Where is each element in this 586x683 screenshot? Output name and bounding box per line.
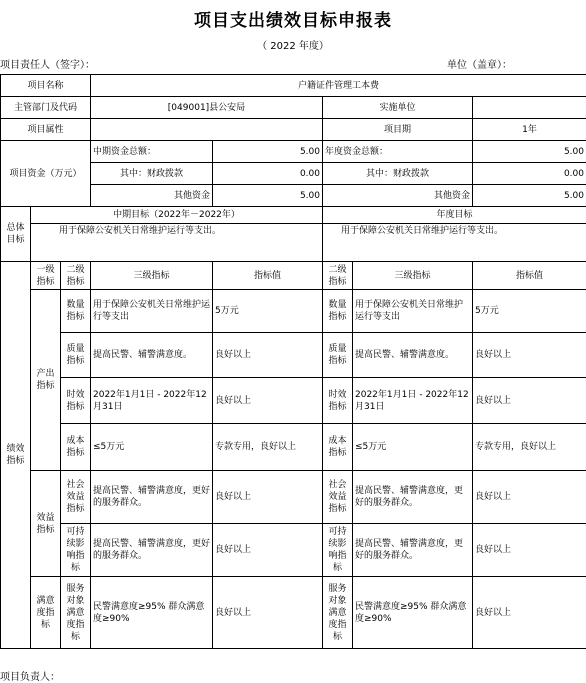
row-value: 良好以上 <box>213 378 323 424</box>
row-value: 5万元 <box>213 290 323 333</box>
mid-fiscal-value: 0.00 <box>213 163 323 185</box>
year-other-label: 其他资金 <box>323 185 473 207</box>
name-value: 户籍证件管理工本费 <box>91 75 586 97</box>
year-fiscal-value: 0.00 <box>473 163 586 185</box>
impl-label: 实施单位 <box>323 97 473 119</box>
mid-other-value: 5.00 <box>213 185 323 207</box>
row-value: 良好以上 <box>213 577 323 649</box>
row-value-b: 良好以上 <box>473 471 586 524</box>
row-l2-b: 可持续影响指标 <box>323 524 353 577</box>
row-l3: 提高民警、辅警满意度，更好的服务群众。 <box>91 524 213 577</box>
head-level2: 二级指标 <box>61 262 91 290</box>
group-satisfaction: 满意度指标 <box>31 577 61 649</box>
footer-person: 项目负责人： <box>0 668 60 683</box>
year-goal-text: 用于保障公安机关日常维护运行等支出。 <box>323 224 586 262</box>
year-line: （ 2022 年度） <box>0 37 586 52</box>
goal-side-label: 总体目标 <box>1 207 31 262</box>
row-l3-b: 提高民警、辅警满意度。 <box>353 333 473 378</box>
head-value-b: 指标值 <box>473 262 586 290</box>
row-value-b: 专款专用，良好以上 <box>473 424 586 471</box>
goal-table <box>0 74 586 649</box>
row-value-b: 良好以上 <box>473 333 586 378</box>
row-l2: 社会效益指标 <box>61 471 91 524</box>
head-value: 指标值 <box>213 262 323 290</box>
attr-label: 项目属性 <box>1 119 91 141</box>
row-l3: 提高民警、辅警满意度。 <box>91 333 213 378</box>
mid-total-value: 5.00 <box>213 141 323 163</box>
row-l2: 时效指标 <box>61 378 91 424</box>
row-l3: ≤5万元 <box>91 424 213 471</box>
year-total-label: 年度资金总额： <box>323 141 473 163</box>
year-total-value: 5.00 <box>473 141 586 163</box>
head-level2-b: 二级指标 <box>323 262 353 290</box>
row-l3-b: 提高民警、辅警满意度，更好的服务群众。 <box>353 524 473 577</box>
group-output: 产出指标 <box>31 290 61 471</box>
mid-fiscal-label: 其中：财政拨款 <box>91 163 213 185</box>
row-l2: 质量指标 <box>61 333 91 378</box>
row-l3-b: 提高民警、辅警满意度，更好的服务群众。 <box>353 471 473 524</box>
row-l3: 民警满意度≥95% 群众满意度≥90% <box>91 577 213 649</box>
row-l2-b: 时效指标 <box>323 378 353 424</box>
period-value: 1年 <box>473 119 586 141</box>
mid-other-label: 其他资金 <box>91 185 213 207</box>
unit-label: 单位（盖章）： <box>447 56 512 71</box>
row-value-b: 5万元 <box>473 290 586 333</box>
person-label: 项目责任人（签字）： <box>0 56 95 71</box>
row-value-b: 良好以上 <box>473 524 586 577</box>
row-l2: 成本指标 <box>61 424 91 471</box>
row-value: 良好以上 <box>213 524 323 577</box>
period-label: 项目期 <box>323 119 473 141</box>
row-value: 良好以上 <box>213 333 323 378</box>
year-fiscal-label: 其中：财政拨款 <box>323 163 473 185</box>
attr-value <box>91 119 323 141</box>
row-l2-b: 质量指标 <box>323 333 353 378</box>
mid-goal-text: 用于保障公安机关日常维护运行等支出。 <box>31 224 323 262</box>
row-l3: 2022年1月1日 - 2022年12月31日 <box>91 378 213 424</box>
signature-row <box>0 56 586 70</box>
fund-label: 项目资金（万元） <box>1 141 91 207</box>
row-l2: 数量指标 <box>61 290 91 333</box>
name-label: 项目名称 <box>1 75 91 97</box>
row-l2: 服务对象满意度指标 <box>61 577 91 649</box>
dept-value: [049001]县公安局 <box>91 97 323 119</box>
row-value: 良好以上 <box>213 471 323 524</box>
row-value-b: 良好以上 <box>473 577 586 649</box>
row-value-b: 良好以上 <box>473 378 586 424</box>
row-l2: 可持续影响指标 <box>61 524 91 577</box>
row-l2-b: 成本指标 <box>323 424 353 471</box>
row-l2-b: 服务对象满意度指标 <box>323 577 353 649</box>
indicator-side-label: 绩效指标 <box>1 262 31 649</box>
year-goal-head: 年度目标 <box>323 207 586 224</box>
impl-value <box>473 97 586 119</box>
form-title: 项目支出绩效目标申报表 <box>0 6 586 31</box>
mid-total-label: 中期资金总额： <box>91 141 213 163</box>
head-level3-b: 三级指标 <box>353 262 473 290</box>
row-l2-b: 社会效益指标 <box>323 471 353 524</box>
row-value: 专款专用，良好以上 <box>213 424 323 471</box>
row-l2-b: 数量指标 <box>323 290 353 333</box>
row-l3: 用于保障公安机关日常维护运行等支出 <box>91 290 213 333</box>
row-l3-b: 2022年1月1日 - 2022年12月31日 <box>353 378 473 424</box>
head-level3: 三级指标 <box>91 262 213 290</box>
row-l3: 提高民警、辅警满意度，更好的服务群众。 <box>91 471 213 524</box>
row-l3-b: ≤5万元 <box>353 424 473 471</box>
head-level1: 一级指标 <box>31 262 61 290</box>
group-effect: 效益指标 <box>31 471 61 577</box>
mid-goal-head: 中期目标（2022年－2022年） <box>31 207 323 224</box>
year-other-value: 5.00 <box>473 185 586 207</box>
row-l3-b: 用于保障公安机关日常维护运行等支出 <box>353 290 473 333</box>
row-l3-b: 民警满意度≥95% 群众满意度≥90% <box>353 577 473 649</box>
dept-label: 主管部门及代码 <box>1 97 91 119</box>
